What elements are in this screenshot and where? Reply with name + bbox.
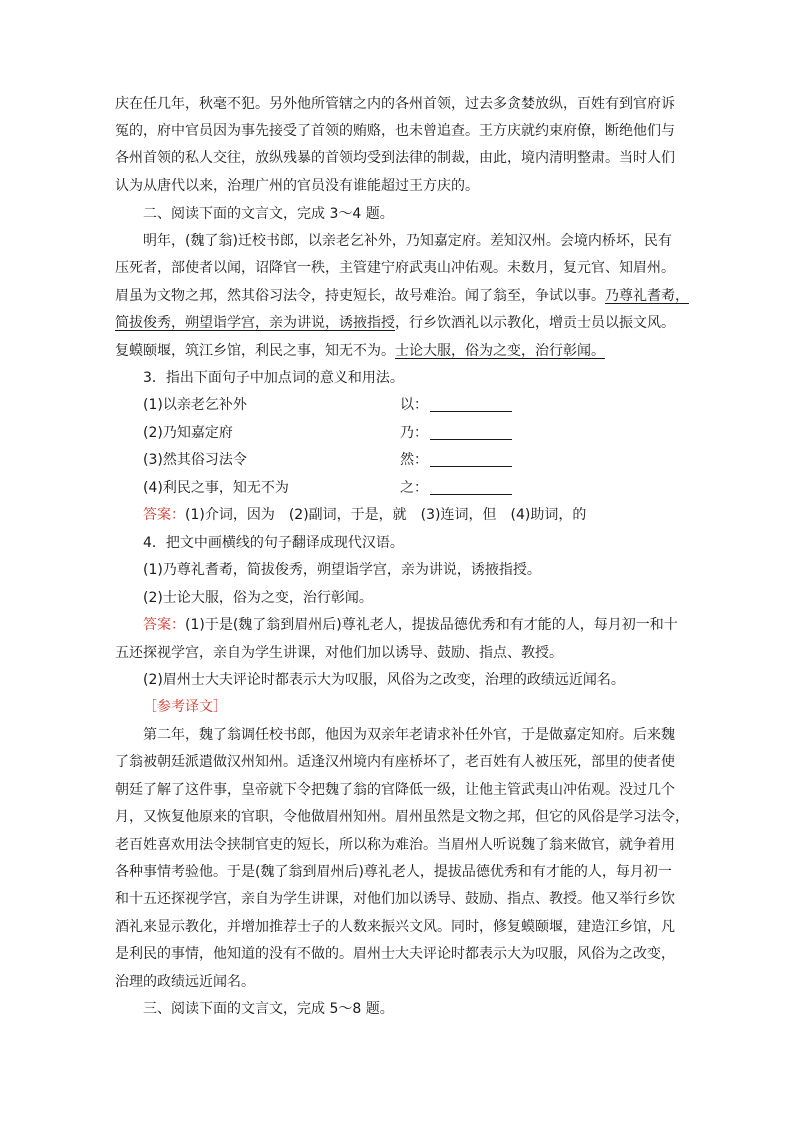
question-word: 然： [400, 452, 428, 468]
question-item: (3)然其俗习法令 [143, 452, 247, 468]
translation-line: 了翁被朝廷派遣做汉州知州。适逢汉州境内有座桥坏了，老百姓有人被压死，部里的使者使 [115, 754, 675, 770]
reference-label: ［参考译文］ [143, 699, 227, 715]
question-item: (2)乃知嘉定府 [143, 425, 233, 441]
translation-line: 朝廷了解了这件事，皇帝就下令把魏了翁的官降低一级，让他主管武夷山冲佑观。没过几个 [115, 782, 675, 798]
underlined-sentence: 简拔俊秀，朔望诣学宫，亲为讲说，诱掖指授 [115, 315, 395, 331]
passage-text: ，行乡饮酒礼以示教化，增贡士员以振文风。 [395, 315, 675, 331]
question-item: (1)以亲老乞补外 [143, 397, 247, 413]
section-heading: 二、阅读下面的文言文，完成 3～4 题。 [143, 206, 394, 222]
answer-line [143, 505, 586, 525]
translation-line: 是利民的事情，他知道的没有不做的。眉州士大夫评论时都表示大为叹服，风俗为之改变， [115, 946, 675, 962]
paragraph-line: 庆在任几年，秋毫不犯。另外他所管辖之内的各州首领，过去多贪婪放纵，百姓有到官府诉 [115, 96, 675, 112]
paragraph-line: 各州首领的私人交往，放纵残暴的首领均受到法律的制裁，由此，境内清明整肃。当时人们 [115, 150, 675, 166]
question-item: (4)利民之事，知无不为 [143, 480, 289, 496]
answer-text: (1)介词，因为 (2)副词，于是，就 (3)连词，但 (4)助词，的 [185, 507, 587, 523]
question-title: 3．指出下面句子中加点词的意义和用法。 [143, 370, 404, 386]
answer-line [143, 615, 678, 635]
answer-label: 答案： [143, 507, 185, 523]
answer-blank [430, 411, 512, 412]
translation-line: 月，又恢复他原来的官职，令他做眉州知州。眉州虽然是文物之邦，但它的风俗是学习法令， [115, 809, 689, 825]
underlined-sentence: 乃尊礼耆耇， [605, 288, 689, 304]
section-heading: 三、阅读下面的文言文，完成 5～8 题。 [143, 1001, 394, 1017]
translation-line: 各种事情考验他。于是(魏了翁到眉州后)尊礼老人，提拔品德优秀和有才能的人，每月初一 [115, 864, 672, 880]
passage-line [115, 313, 675, 333]
answer-line: 五还探视学宫，亲自为学生讲课，对他们加以诱导、鼓励、指点、教授。 [115, 645, 563, 661]
translation-line: 第二年，魏了翁调任校书郎，他因为双亲年老请求补任外官，于是做嘉定知府。后来魏 [143, 727, 675, 743]
question-word: 之： [400, 480, 428, 496]
translation-line: 老百姓喜欢用法令挟制官吏的短长，所以称为难治。当眉州人听说魏了翁来做官，就争着用 [115, 837, 675, 853]
answer-label: 答案： [143, 617, 185, 633]
passage-text: 眉虽为文物之邦，然其俗习法令，持吏短长，故号难治。闻了翁至，争试以事。 [115, 288, 605, 304]
translation-line: 和十五还探视学宫，亲自为学生讲课，对他们加以诱导、鼓励、指点、教授。他又举行乡饮 [115, 891, 675, 907]
passage-line: 明年，(魏了翁)迁校书郎，以亲老乞补外，乃知嘉定府。差知汉州。会境内桥坏，民有 [143, 233, 672, 249]
question-word: 以： [400, 397, 428, 413]
answer-blank [430, 466, 512, 467]
passage-line [115, 341, 605, 361]
question-word: 乃： [400, 425, 428, 441]
translation-line: 酒礼来显示教化，并增加推荐士子的人数来振兴文风。同时，修复蟆颐堰，建造江乡馆，凡 [115, 919, 675, 935]
question-title: 4．把文中画横线的句子翻译成现代汉语。 [143, 535, 404, 551]
passage-line: 压死者，部使者以闻，诏降官一秩，主管建宁府武夷山冲佑观。未数月，复元官、知眉州。 [115, 260, 675, 276]
underlined-sentence: 士论大服，俗为之变，治行彰闻。 [395, 343, 605, 359]
paragraph-line: 认为从唐代以来，治理广州的官员没有谁能超过王方庆的。 [115, 178, 479, 194]
translation-line: 治理的政绩远近闻名。 [115, 974, 255, 990]
question-item: (2)士论大服，俗为之变，治行彰闻。 [143, 590, 373, 606]
question-item: (1)乃尊礼耆耇，简拔俊秀，朔望诣学宫，亲为讲说，诱掖指授。 [143, 562, 541, 578]
answer-line: (2)眉州士大夫评论时都表示大为叹服，风俗为之改变，治理的政绩远近闻名。 [143, 672, 625, 688]
passage-text: 复蟆颐堰，筑江乡馆，利民之事，知无不为。 [115, 343, 395, 359]
paragraph-line: 冤的，府中官员因为事先接受了首领的贿赂，也未曾追查。王方庆就约束府僚，断绝他们与 [115, 123, 675, 139]
answer-text: (1)于是(魏了翁到眉州后)尊礼老人，提拔品德优秀和有才能的人，每月初一和十 [185, 617, 678, 633]
answer-blank [430, 494, 512, 495]
passage-line [115, 286, 689, 306]
answer-blank [430, 439, 512, 440]
